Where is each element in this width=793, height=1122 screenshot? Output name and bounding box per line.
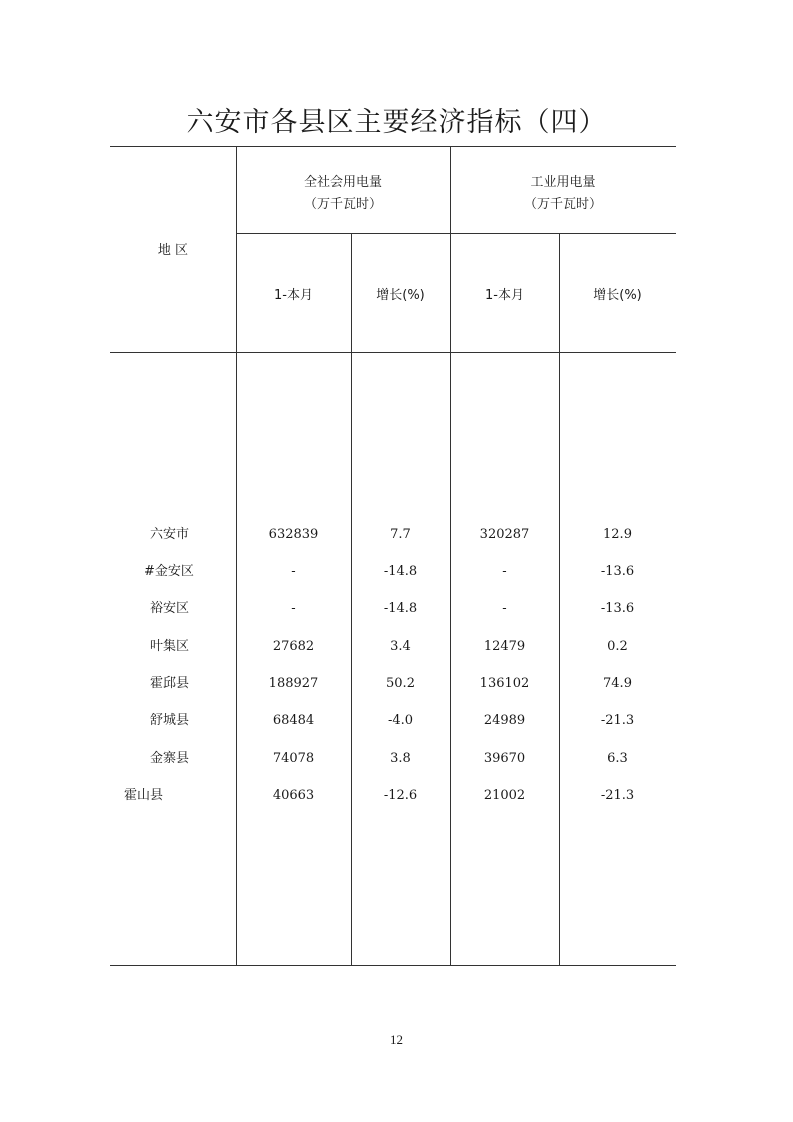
- region-name: 六安市: [150, 527, 190, 542]
- industrial-growth-value: -13.6: [600, 601, 635, 616]
- industrial-ytd-value: -: [502, 564, 507, 579]
- total-growth-value: -14.8: [383, 601, 418, 616]
- region-name: 裕安区: [150, 601, 190, 616]
- column-rule-1: [236, 146, 237, 965]
- total-growth-value: 50.2: [386, 676, 415, 691]
- industrial-ytd-value: 320287: [479, 527, 530, 542]
- total-growth-value: 7.7: [390, 527, 411, 542]
- industrial-ytd-value: 24989: [483, 713, 526, 728]
- total-ytd-value: 74078: [272, 751, 315, 766]
- total-ytd-value: 188927: [268, 676, 319, 691]
- subheader-industrial-ytd: 1-本月: [485, 288, 524, 303]
- region-name: 叶集区: [150, 639, 190, 654]
- total-ytd-value: 27682: [272, 639, 315, 654]
- total-ytd-value: 632839: [268, 527, 319, 542]
- total-growth-value: -14.8: [383, 564, 418, 579]
- industrial-growth-value: 0.2: [607, 639, 628, 654]
- industrial-growth-value: 74.9: [603, 676, 632, 691]
- subheader-total-ytd: 1-本月: [274, 288, 313, 303]
- industrial-ytd-value: 12479: [483, 639, 526, 654]
- region-name: #金安区: [144, 564, 194, 579]
- total-growth-value: -4.0: [387, 713, 414, 728]
- total-ytd-value: 40663: [272, 788, 315, 803]
- industrial-growth-value: 6.3: [607, 751, 628, 766]
- total-growth-value: 3.4: [390, 639, 411, 654]
- industrial-growth-value: -13.6: [600, 564, 635, 579]
- region-name: 金寨县: [150, 751, 190, 766]
- header-total-electricity: [236, 172, 450, 216]
- page-title: 六安市各县区主要经济指标（四）: [186, 107, 607, 138]
- region-name: 舒城县: [150, 713, 190, 728]
- header-industrial-electricity-label: 工业用电量: [530, 175, 596, 190]
- total-ytd-value: 68484: [272, 713, 315, 728]
- subheader-industrial-growth: 增长(%): [593, 288, 642, 303]
- header-industrial-electricity: [450, 172, 676, 216]
- table-bottom-rule: [110, 965, 676, 966]
- region-name: 霍邱县: [150, 676, 190, 691]
- industrial-ytd-value: 136102: [479, 676, 530, 691]
- region-name: 霍山县: [124, 788, 164, 803]
- header-bottom-rule: [110, 352, 676, 353]
- industrial-ytd-value: 39670: [483, 751, 526, 766]
- industrial-growth-value: 12.9: [603, 527, 632, 542]
- total-ytd-value: -: [291, 564, 296, 579]
- header-total-electricity-label: 全社会用电量: [303, 175, 382, 190]
- header-region: 地 区: [157, 243, 189, 258]
- subheader-total-growth: 增长(%): [376, 288, 425, 303]
- industrial-growth-value: -21.3: [600, 788, 635, 803]
- economic-indicator-table: [110, 146, 676, 966]
- industrial-ytd-value: -: [502, 601, 507, 616]
- table-top-rule: [110, 146, 676, 147]
- total-growth-value: -12.6: [383, 788, 418, 803]
- header-total-electricity-unit: （万千瓦时）: [303, 197, 382, 212]
- industrial-growth-value: -21.3: [600, 713, 635, 728]
- header-divider-rule: [236, 233, 676, 234]
- total-ytd-value: -: [291, 601, 296, 616]
- page-number: 12: [390, 1032, 403, 1047]
- total-growth-value: 3.8: [390, 751, 411, 766]
- header-industrial-electricity-unit: （万千瓦时）: [523, 197, 602, 212]
- industrial-ytd-value: 21002: [483, 788, 526, 803]
- column-rule-3: [450, 146, 451, 965]
